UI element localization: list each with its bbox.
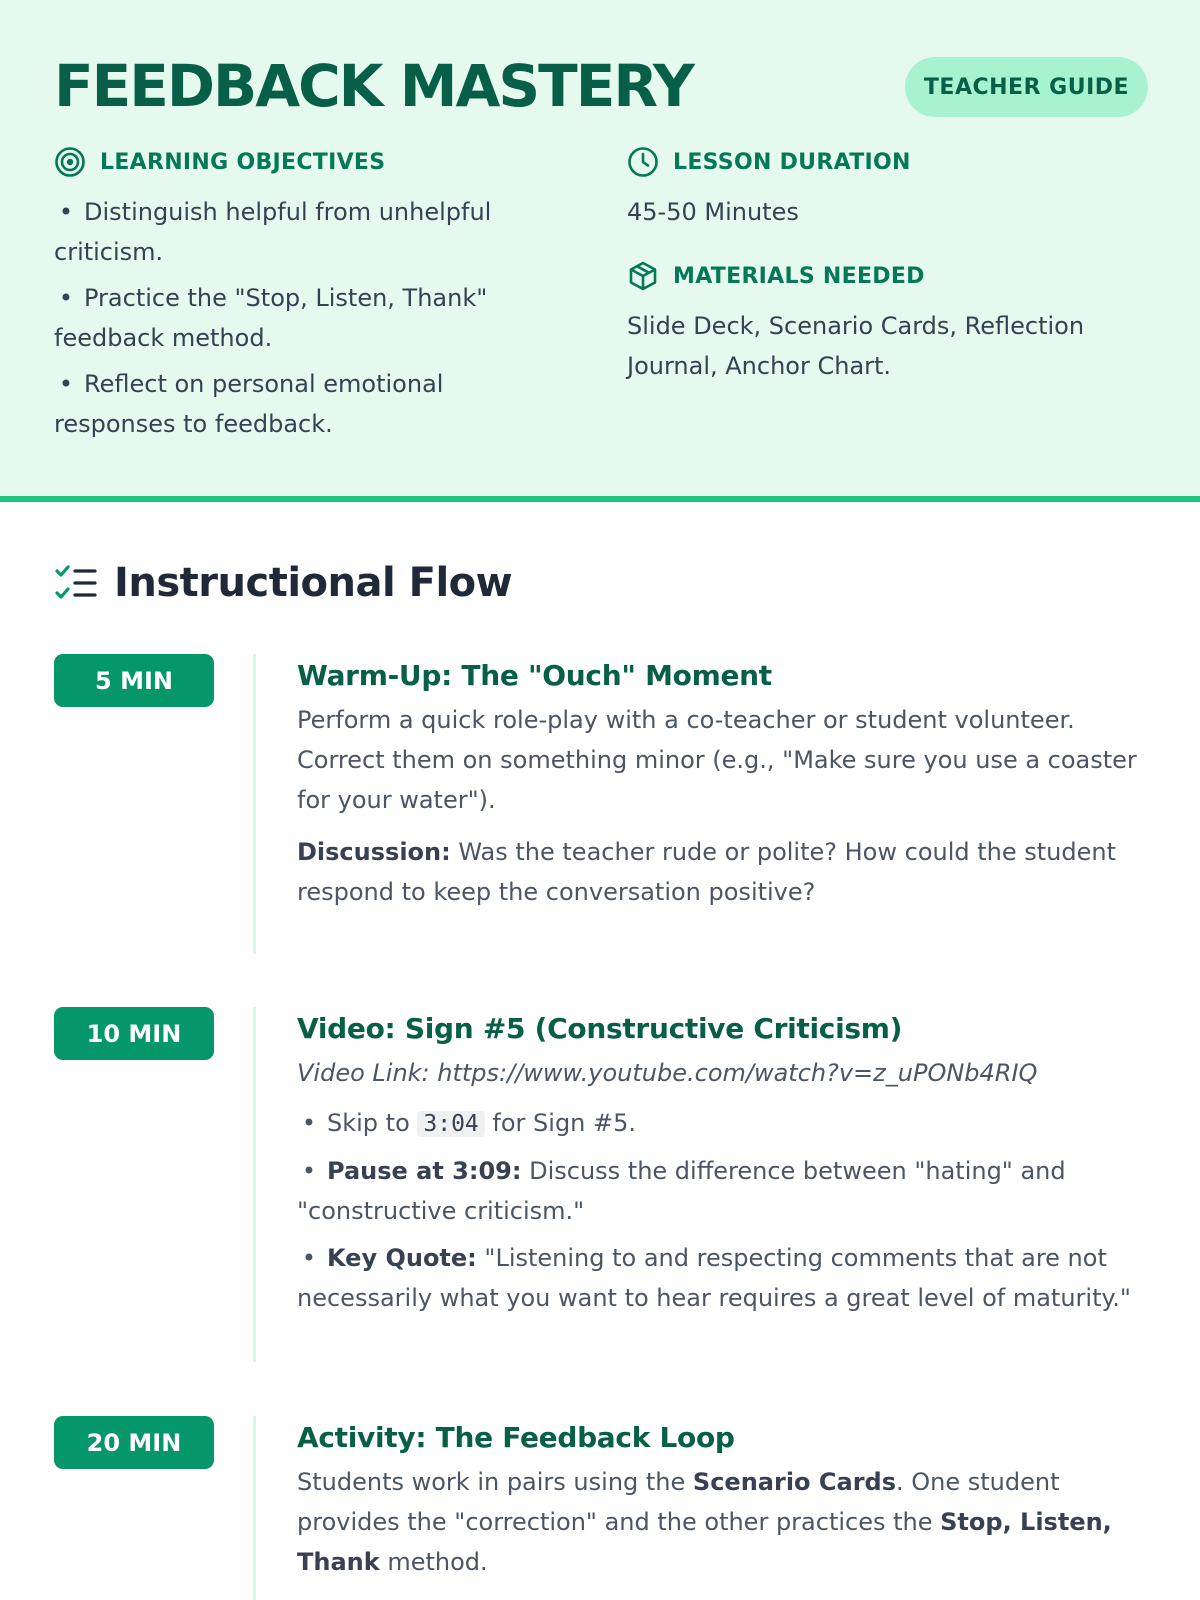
step-video bbox=[297, 1011, 1157, 1325]
checklist-icon bbox=[54, 563, 98, 603]
list-item: • Practice the "Stop, Listen, Thank" feedback method. bbox=[54, 278, 554, 358]
timeline-rail bbox=[253, 1007, 256, 1362]
timeline-rail bbox=[253, 1416, 256, 1600]
step-title: Warm-Up: The "Ouch" Moment bbox=[297, 659, 772, 692]
step-title: Activity: The Feedback Loop bbox=[297, 1421, 735, 1454]
bullet-text: for Sign #5. bbox=[484, 1109, 637, 1137]
video-link[interactable]: Video Link: https://www.youtube.com/watch?v=z_uPONb4RIQ bbox=[297, 1059, 1038, 1087]
objectives-heading-label: LEARNING OBJECTIVES bbox=[100, 149, 386, 175]
body-text: . One student provides the "correction" and the other practices the bbox=[297, 1468, 1060, 1536]
body-text: method. bbox=[379, 1548, 488, 1576]
method-term: Stop, Listen, Thank bbox=[297, 1508, 1112, 1576]
time-badge: 5 MIN bbox=[54, 654, 214, 707]
timestamp-code: 3:04 bbox=[417, 1111, 484, 1137]
bullet-label: Pause at 3:09: bbox=[327, 1157, 522, 1185]
instructional-flow-heading bbox=[54, 560, 512, 606]
time-badge: 20 MIN bbox=[54, 1416, 214, 1469]
scenario-cards-term: Scenario Cards bbox=[692, 1468, 896, 1496]
step-body bbox=[297, 1462, 1157, 1582]
body-text: Students work in pairs using the bbox=[297, 1468, 693, 1496]
flow-heading-label: Instructional Flow bbox=[114, 560, 513, 606]
clock-icon bbox=[627, 146, 659, 178]
list-item bbox=[297, 1238, 1157, 1318]
materials-value: Slide Deck, Scenario Cards, Reflection Journal, Anchor Chart. bbox=[627, 312, 1085, 380]
list-item: • Reflect on personal emotional responses to feedback. bbox=[54, 364, 554, 444]
list-item bbox=[297, 1103, 1157, 1144]
target-icon bbox=[54, 146, 86, 178]
lesson-header bbox=[0, 0, 1200, 502]
step-warm-up bbox=[297, 658, 1157, 912]
time-badge: 10 MIN bbox=[54, 1007, 214, 1060]
step-title: Video: Sign #5 (Constructive Criticism) bbox=[297, 1012, 903, 1045]
objectives-heading bbox=[54, 146, 385, 178]
list-item bbox=[297, 1151, 1157, 1231]
step-body: Perform a quick role-play with a co-teacher or student volunteer. Correct them on something minor (e.g., "Make sure you use a coaster for your water"). bbox=[297, 706, 1137, 814]
step-activity bbox=[297, 1420, 1157, 1582]
page-title: FEEDBACK MASTERY bbox=[54, 52, 693, 120]
video-notes-list bbox=[297, 1103, 1157, 1318]
discussion-text: Was the teacher rude or polite? How could the student respond to keep the conversation positive? bbox=[297, 838, 1117, 906]
box-icon bbox=[627, 260, 659, 292]
objectives-list bbox=[54, 192, 554, 450]
materials-heading-label: MATERIALS NEEDED bbox=[673, 263, 925, 289]
teacher-guide-badge: TEACHER GUIDE bbox=[905, 57, 1148, 117]
duration-heading-label: LESSON DURATION bbox=[673, 149, 911, 175]
materials-heading bbox=[627, 260, 925, 292]
bullet-text: Skip to bbox=[327, 1109, 418, 1137]
list-item: • Distinguish helpful from unhelpful criticism. bbox=[54, 192, 554, 272]
duration-heading bbox=[627, 146, 911, 178]
bullet-text: Discuss the difference between "hating" and "constructive criticism." bbox=[297, 1157, 1066, 1225]
duration-value: 45-50 Minutes bbox=[627, 198, 799, 226]
bullet-text: "Listening to and respecting comments that are not necessarily what you want to hear requires a great level of maturity." bbox=[297, 1244, 1131, 1312]
step-discussion bbox=[297, 832, 1157, 912]
discussion-label: Discussion: bbox=[297, 838, 451, 866]
timeline-rail bbox=[253, 654, 256, 954]
bullet-label: Key Quote: bbox=[327, 1244, 477, 1272]
